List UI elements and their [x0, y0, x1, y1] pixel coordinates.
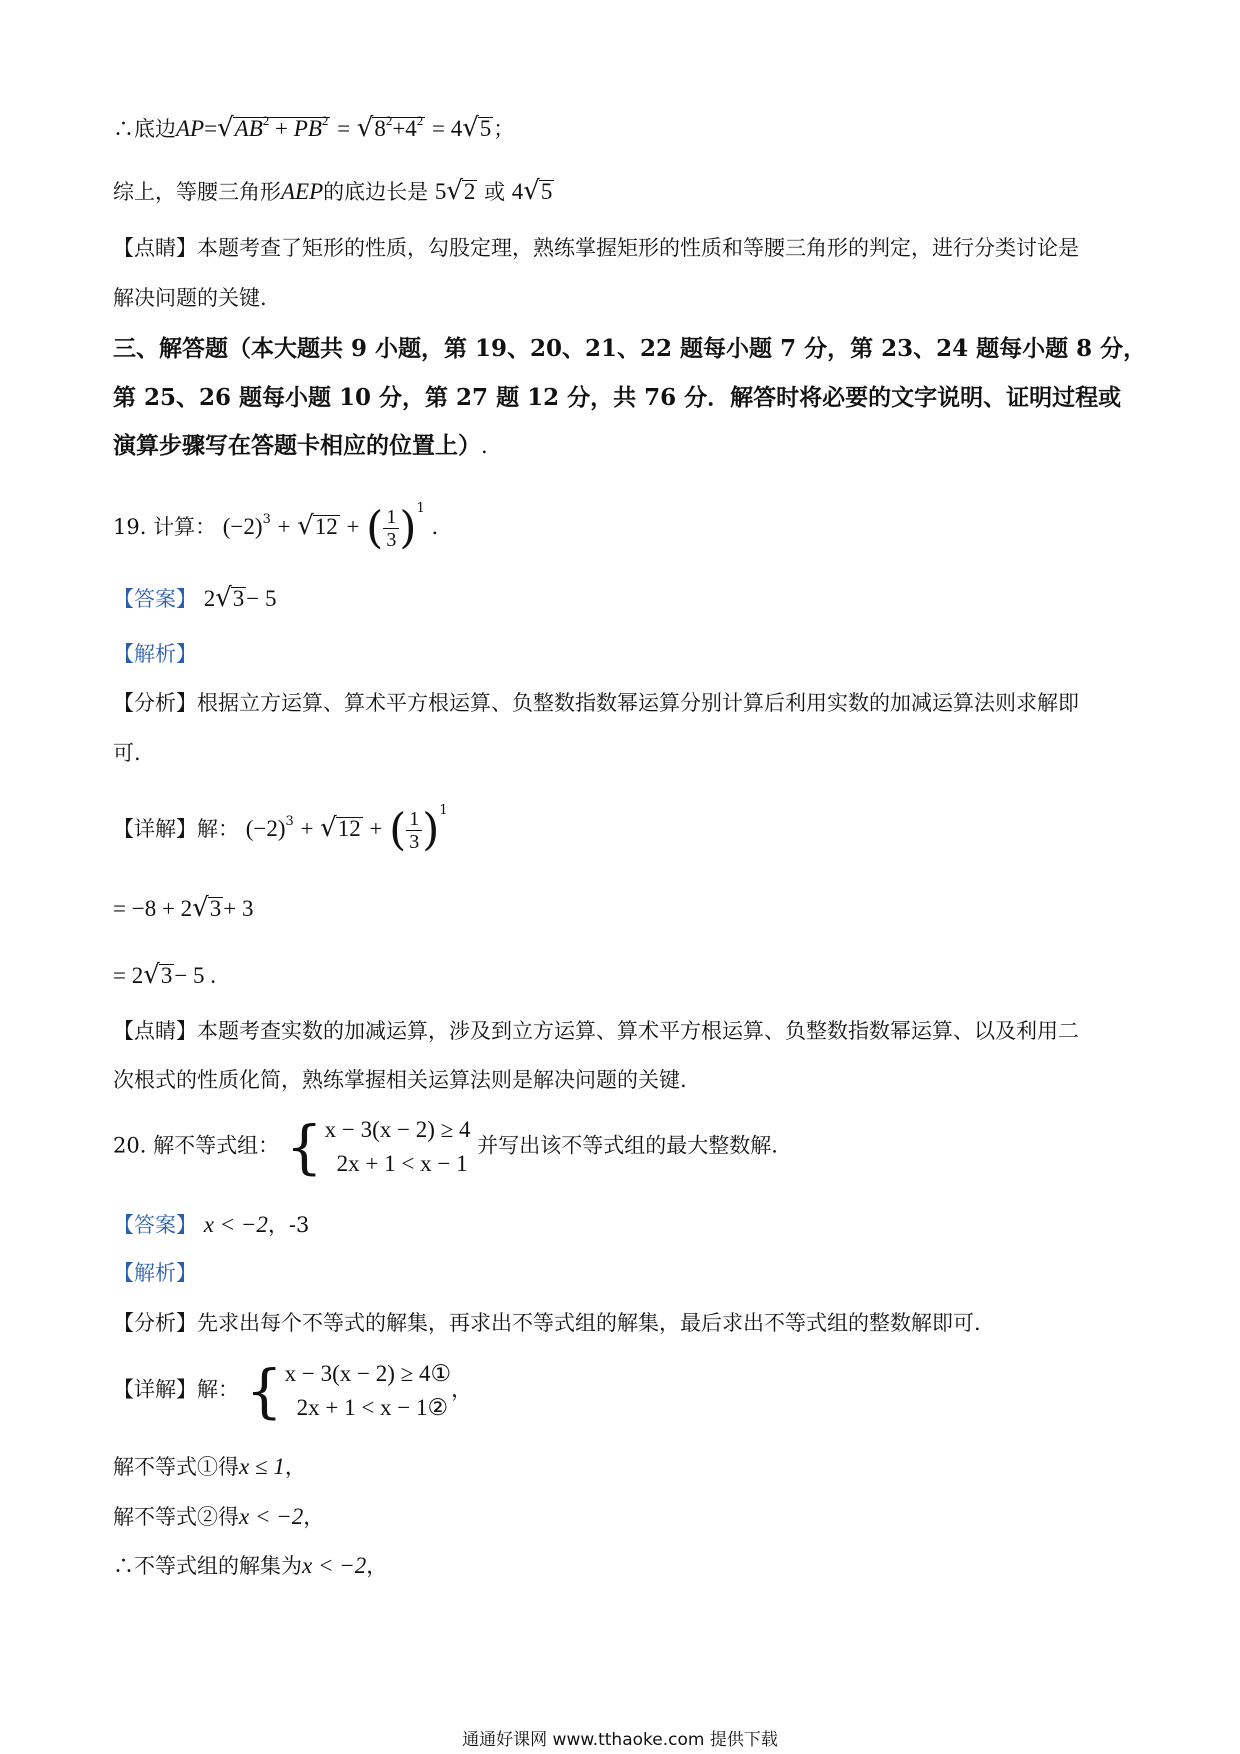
analysis-19: 【分析】根据立方运算、算术平方根运算、负整数指数幂运算分别计算后利用实数的加减运算法则求解即 — [113, 691, 1079, 715]
math-num: 4 — [511, 179, 524, 204]
math-num: +4 — [392, 116, 417, 141]
radicand — [233, 113, 331, 143]
detail-19 — [113, 803, 448, 856]
section-heading-end — [113, 431, 488, 461]
denominator: 3 — [409, 831, 420, 853]
math-expr: + 3 — [223, 896, 254, 921]
step-19-a — [113, 893, 253, 924]
math-num: 5 — [434, 179, 447, 204]
text: ∴不等式组的解集为 — [113, 1554, 302, 1578]
answer-tag: 【答案】 — [113, 587, 197, 611]
math-var: AP — [176, 116, 205, 141]
text: ， — [303, 1505, 325, 1529]
math-expr: = 2 — [113, 963, 144, 988]
exponent: 1 — [416, 501, 425, 516]
math-var: AEP — [281, 179, 324, 204]
exponent: 2 — [416, 113, 424, 128]
point-comment-19: 【点睛】本题考查实数的加减运算，涉及到立方运算、算术平方根运算、负整数指数幂运算、以及利用二 — [113, 1019, 1079, 1043]
math-expr: x ≤ 1 — [239, 1454, 285, 1479]
text: 并写出该不等式组的最大整数解. — [477, 1133, 778, 1158]
question-label: 19. 计算： — [113, 515, 217, 539]
analysis-19-cont: 可. — [113, 741, 141, 765]
math-op: = 4 — [431, 116, 463, 141]
text: ∴底边 — [113, 117, 176, 141]
step-19-b — [113, 960, 216, 991]
math-expr: x < −2 — [302, 1553, 367, 1578]
radicand: 2 — [463, 179, 476, 204]
math-op: + — [369, 816, 383, 841]
sqrt-icon: √ — [320, 813, 337, 843]
math-expr: = −8 + 2 — [113, 896, 193, 921]
math-expr: − 5 . — [174, 963, 217, 988]
analysis-tag-19: 【解析】 — [113, 642, 197, 666]
denominator: 3 — [386, 529, 397, 551]
math-var: PB — [293, 116, 322, 141]
text: ， — [284, 1455, 306, 1479]
detail-tag: 【详解】解： — [113, 817, 239, 841]
text: 的底边长是 — [323, 180, 429, 204]
numerator: 1 — [406, 808, 422, 831]
sqrt-icon: √ — [446, 176, 463, 206]
inequality-system — [246, 1357, 451, 1425]
sqrt-icon: √ — [192, 893, 209, 923]
system-row: 2x + 1 < x − 1② — [296, 1395, 449, 1420]
math-op: + — [277, 514, 291, 539]
sqrt-icon: √ — [143, 960, 160, 990]
text: 或 — [484, 180, 506, 204]
text: ， — [366, 1554, 388, 1578]
step-20-b — [113, 1502, 324, 1532]
step-20-a — [113, 1452, 306, 1482]
radicand: 12 — [337, 816, 361, 841]
heading-text: 演算步骤写在答题卡相应的位置上） — [113, 432, 481, 459]
radicand: 3 — [160, 963, 173, 988]
sqrt-icon: √ — [462, 113, 479, 143]
right-paren-icon: ) — [399, 502, 417, 554]
detail-tag: 【详解】解： — [113, 1377, 239, 1402]
text: ； — [493, 117, 515, 141]
sqrt-icon: √ — [356, 113, 374, 143]
exponent: 2 — [321, 113, 329, 128]
system-row: 2x + 1 < x − 1 — [336, 1151, 468, 1176]
question-20 — [113, 1113, 778, 1181]
line-base-ap — [113, 113, 514, 144]
exponent: 2 — [385, 113, 393, 128]
section-heading: 三、解答题（本大题共 9 小题，第 19、20、21、22 题每小题 7 分，第 23、24 题每小题 8 分， — [113, 335, 1147, 362]
left-paren-icon: ( — [389, 804, 407, 856]
point-comment-19-cont: 次根式的性质化简，熟练掌握相关运算法则是解决问题的关键. — [113, 1068, 687, 1092]
sqrt-icon: √ — [217, 113, 234, 143]
answer-tag: 【答案】 — [113, 1213, 197, 1237]
answer-20 — [113, 1210, 309, 1240]
math-num: 2 — [203, 586, 216, 611]
math-num: (−2) — [222, 514, 263, 539]
text: . — [431, 515, 439, 539]
detail-20 — [113, 1357, 472, 1425]
page-footer: 通通好课网 www.tthaoke.com 提供下载 — [462, 1730, 778, 1750]
math-op: = — [337, 116, 351, 141]
analysis-20: 【分析】先求出每个不等式的解集，再求出不等式组的解集，最后求出不等式组的整数解即可. — [113, 1311, 981, 1335]
sqrt-icon: √ — [215, 583, 232, 613]
sqrt-icon: √ — [523, 176, 540, 206]
text: ， — [451, 1377, 473, 1402]
math-op: + — [275, 116, 289, 141]
exponent: 3 — [262, 512, 271, 527]
math-expr: x < −2 — [239, 1504, 304, 1529]
analysis-tag-20: 【解析】 — [113, 1261, 197, 1285]
sqrt-icon: √ — [297, 511, 314, 541]
fraction — [383, 506, 399, 551]
system-row: x − 3(x − 2) ≥ 4 — [324, 1117, 471, 1142]
fraction — [406, 808, 422, 853]
math-op: + — [346, 514, 360, 539]
exponent: 2 — [262, 113, 270, 128]
math-var: AB — [234, 116, 263, 141]
radicand: 3 — [209, 896, 222, 921]
point-comment: 【点睛】本题考查了矩形的性质，勾股定理，熟练掌握矩形的性质和等腰三角形的判定，进行分类讨论是 — [113, 236, 1079, 260]
point-comment-cont: 解决问题的关键. — [113, 286, 267, 310]
left-brace-icon: { — [285, 1113, 323, 1181]
math-num: 8 — [374, 116, 386, 141]
step-20-c — [113, 1551, 387, 1581]
left-paren-icon: ( — [366, 502, 384, 554]
math-expr: x < −2 — [203, 1212, 268, 1237]
exponent: 3 — [285, 814, 294, 829]
exponent: 1 — [439, 803, 448, 818]
text: . — [481, 434, 488, 458]
system-row: x − 3(x − 2) ≥ 4① — [284, 1361, 452, 1386]
text: ，-3 — [267, 1213, 310, 1237]
line-summary — [113, 176, 554, 207]
math-num: − 5 — [246, 586, 277, 611]
inequality-system — [286, 1113, 471, 1181]
answer-19 — [113, 583, 277, 614]
math-op: = — [204, 116, 218, 141]
radicand: 12 — [314, 514, 338, 539]
numerator: 1 — [383, 506, 399, 529]
text: 综上，等腰三角形 — [113, 180, 281, 204]
section-heading-cont: 第 25、26 题每小题 10 分，第 27 题 12 分，共 76 分．解答时将必要的文字说明、证明过程或 — [113, 384, 1122, 411]
radicand — [372, 113, 425, 143]
math-op: + — [300, 816, 314, 841]
radicand: 3 — [232, 586, 245, 611]
text: 解不等式①得 — [113, 1455, 239, 1479]
math-num: (−2) — [245, 816, 286, 841]
question-19 — [113, 501, 439, 554]
left-brace-icon: { — [245, 1357, 283, 1425]
question-label: 20. 解不等式组： — [113, 1133, 280, 1158]
radicand: 5 — [479, 116, 492, 141]
text: 解不等式②得 — [113, 1505, 239, 1529]
radicand: 5 — [540, 179, 553, 204]
right-paren-icon: ) — [422, 804, 440, 856]
